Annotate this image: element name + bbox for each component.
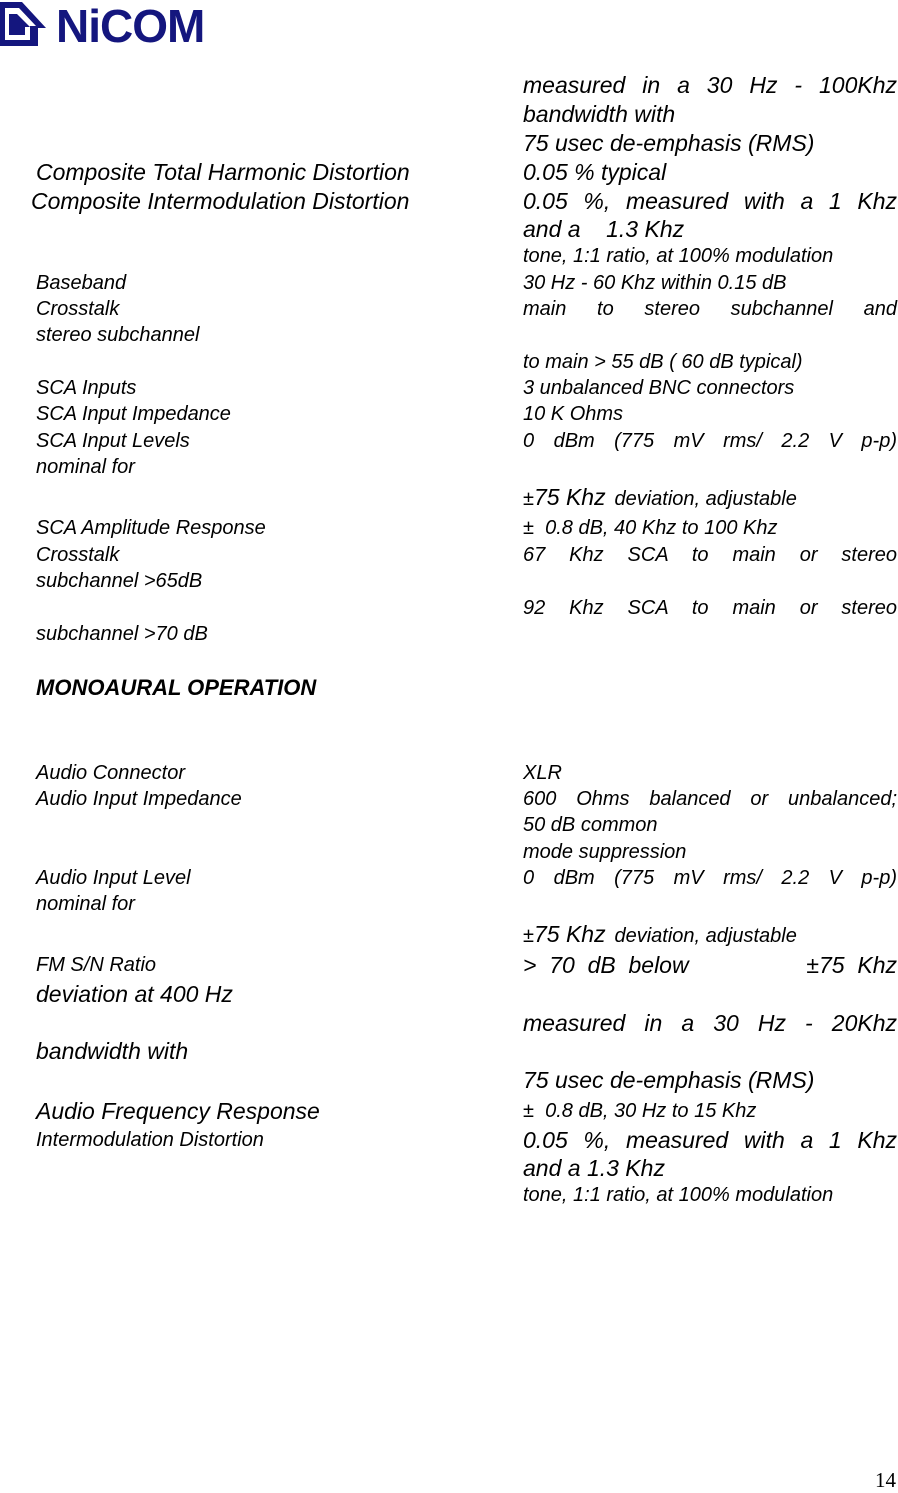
sca-crosstalk-value-1: 67 Khz SCA to main or stereo [523,544,897,566]
audio-connector-value: XLR [523,762,562,784]
nicom-logo-mark [0,0,52,50]
audio-level-deviation [523,921,797,948]
intermodulation-value-1: 0.05 %, measured with a 1 Khz [523,1127,897,1153]
fm-snr-value-b: 75 Khz [819,952,897,978]
sca-crosstalk-value-2: 92 Khz SCA to main or stereo [523,597,897,619]
sca-levels-deviation-value: 75 Khz [533,484,606,510]
section-heading-monoaural: MONOAURAL OPERATION [36,675,317,700]
audio-impedance-value-2: 50 dB common [523,814,658,836]
intermodulation-label: Intermodulation Distortion [36,1129,264,1151]
nicom-logo [0,0,230,52]
fm-snr-label: FM S/N Ratio [36,954,157,976]
composite-thd-label: Composite Total Harmonic Distortion [36,159,410,185]
baseband-value: 30 Hz - 60 Khz within 0.15 dB [523,272,787,294]
sca-inputs-value: 3 unbalanced BNC connectors [523,377,795,399]
audio-impedance-value-3: mode suppression [523,841,687,863]
audio-level-deviation-note: deviation, adjustable [614,925,797,947]
audio-level-deviation-value: 75 Khz [533,921,606,947]
intermodulation-value-2: and a 1.3 Khz [523,1155,665,1181]
crosstalk-value-1: main to stereo subchannel and [523,298,897,320]
fm-snr-value-a: > 70 dB below [523,952,689,978]
intermodulation-value-3: tone, 1:1 ratio, at 100% modulation [523,1184,834,1206]
plus-minus-symbol: ± [523,1100,534,1122]
sca-crosstalk-label-3: subchannel >70 dB [36,623,208,645]
fm-snr-value-b-wrap [806,952,897,979]
audio-impedance-label: Audio Input Impedance [36,788,242,810]
stereo-snr-line-3: 75 usec de-emphasis (RMS) [523,130,815,156]
crosstalk-label-2: stereo subchannel [36,324,200,346]
fm-snr-value [523,952,897,979]
audio-frequency-response-label: Audio Frequency Response [36,1098,320,1124]
fm-snr-value-3: 75 usec de-emphasis (RMS) [523,1067,815,1093]
audio-frequency-response-value [523,1100,756,1123]
sca-levels-deviation-note: deviation, adjustable [614,488,797,510]
sca-amplitude-label: SCA Amplitude Response [36,517,266,539]
composite-imd-value-2: and a 1.3 Khz [523,216,685,242]
plus-minus-symbol: ± [523,488,534,510]
audio-connector-label: Audio Connector [36,762,185,784]
sca-levels-deviation [523,484,797,511]
crosstalk-value-2: to main > 55 dB ( 60 dB typical) [523,351,803,373]
stereo-snr-line-1: measured in a 30 Hz - 100Khz [523,72,897,98]
page-number: 14 [875,1468,896,1492]
sca-impedance-value: 10 K Ohms [523,403,624,425]
plus-minus-symbol: ± [523,925,534,947]
audio-frequency-response-value-text: 0.8 dB, 30 Hz to 15 Khz [545,1100,757,1122]
sca-crosstalk-label: Crosstalk [36,544,120,566]
plus-minus-symbol: ± [523,517,534,539]
sca-inputs-label: SCA Inputs [36,377,137,399]
sca-impedance-label: SCA Input Impedance [36,403,231,425]
sca-levels-label-2: nominal for [36,456,135,478]
fm-snr-label-3: bandwidth with [36,1038,189,1064]
audio-level-label: Audio Input Level [36,867,191,889]
nicom-logo-text: NiCOM [56,0,205,52]
sca-levels-value: 0 dBm (775 mV rms/ 2.2 V p-p) [523,430,897,452]
audio-level-value: 0 dBm (775 mV rms/ 2.2 V p-p) [523,867,897,889]
sca-levels-label: SCA Input Levels [36,430,190,452]
plus-minus-symbol: ± [806,952,819,978]
crosstalk-label: Crosstalk [36,298,120,320]
stereo-snr-line-2: bandwidth with [523,101,676,127]
sca-amplitude-value [523,517,778,540]
baseband-label: Baseband [36,272,127,294]
composite-imd-value-3: tone, 1:1 ratio, at 100% modulation [523,245,834,267]
composite-imd-label: Composite Intermodulation Distortion [31,188,410,214]
fm-snr-label-2: deviation at 400 Hz [36,981,233,1007]
sca-crosstalk-label-2: subchannel >65dB [36,570,203,592]
audio-impedance-value-1: 600 Ohms balanced or unbalanced; [523,788,897,810]
sca-amplitude-value-text: 0.8 dB, 40 Khz to 100 Khz [545,517,778,539]
composite-thd-value: 0.05 % typical [523,159,667,185]
composite-imd-value-1: 0.05 %, measured with a 1 Khz [523,188,897,214]
fm-snr-value-2: measured in a 30 Hz - 20Khz [523,1010,897,1036]
audio-level-label-2: nominal for [36,893,135,915]
